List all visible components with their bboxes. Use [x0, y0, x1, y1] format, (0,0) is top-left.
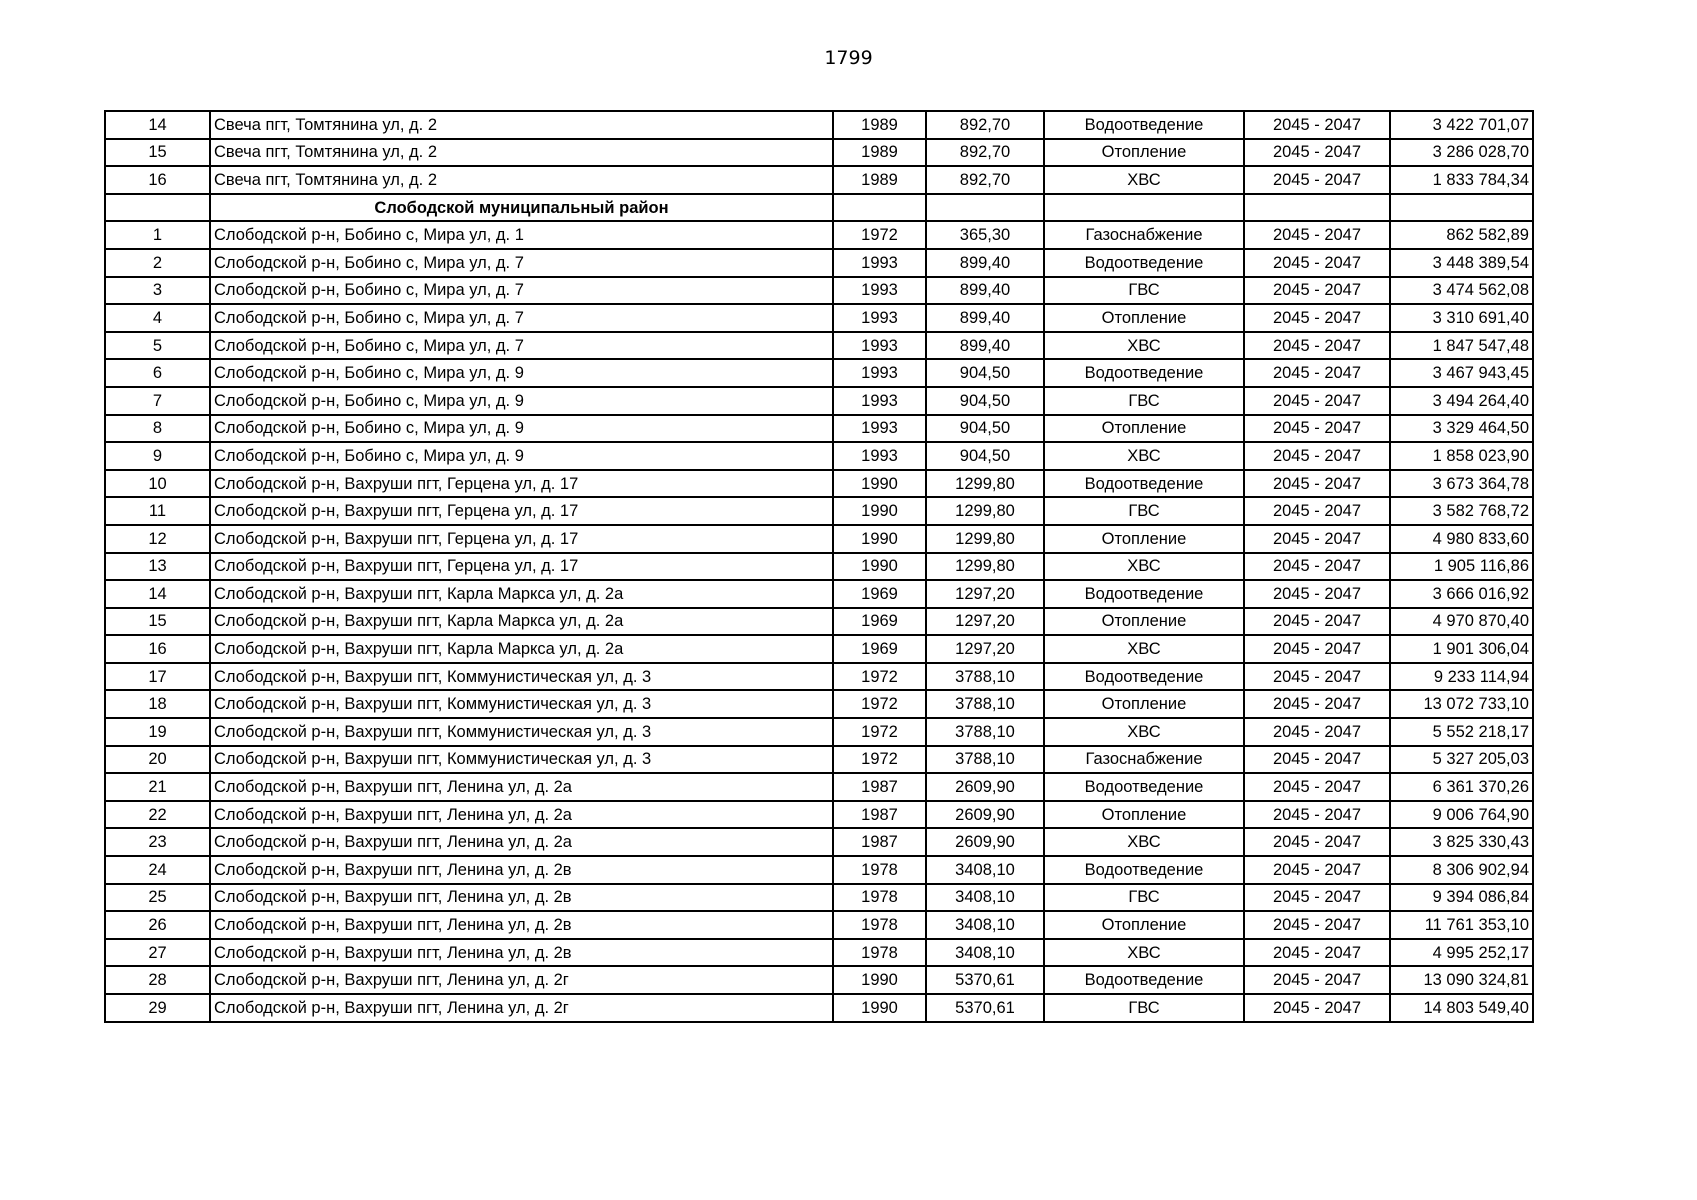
table-row — [105, 332, 1533, 360]
build-year-cell: 1969 — [833, 608, 926, 636]
period-cell: 2045 - 2047 — [1244, 553, 1390, 581]
work-type-cell — [1044, 194, 1244, 222]
work-type-cell: ХВС — [1044, 166, 1244, 194]
address-cell: Слободской р-н, Вахруши пгт, Ленина ул, д. 2в — [210, 884, 833, 912]
table-row — [105, 718, 1533, 746]
area-cell: 3788,10 — [926, 718, 1044, 746]
cost-cell: 3 666 016,92 — [1390, 580, 1533, 608]
build-year-cell: 1969 — [833, 580, 926, 608]
row-number-cell: 17 — [105, 663, 210, 691]
row-number-cell: 14 — [105, 580, 210, 608]
period-cell — [1244, 194, 1390, 222]
repair-schedule-table — [104, 110, 1534, 1023]
work-type-cell: Водоотведение — [1044, 663, 1244, 691]
period-cell: 2045 - 2047 — [1244, 111, 1390, 139]
build-year-cell: 1978 — [833, 884, 926, 912]
address-cell: Слободской р-н, Вахруши пгт, Ленина ул, д. 2а — [210, 801, 833, 829]
table-row — [105, 580, 1533, 608]
period-cell: 2045 - 2047 — [1244, 332, 1390, 360]
work-type-cell: Водоотведение — [1044, 249, 1244, 277]
cost-cell: 3 474 562,08 — [1390, 277, 1533, 305]
table-row — [105, 884, 1533, 912]
build-year-cell: 1990 — [833, 525, 926, 553]
address-cell: Слободской р-н, Вахруши пгт, Коммунистическая ул, д. 3 — [210, 690, 833, 718]
address-cell: Слободской р-н, Вахруши пгт, Герцена ул, д. 17 — [210, 525, 833, 553]
period-cell: 2045 - 2047 — [1244, 828, 1390, 856]
period-cell: 2045 - 2047 — [1244, 415, 1390, 443]
work-type-cell: Отопление — [1044, 608, 1244, 636]
area-cell: 899,40 — [926, 277, 1044, 305]
cost-cell: 9 394 086,84 — [1390, 884, 1533, 912]
period-cell: 2045 - 2047 — [1244, 690, 1390, 718]
period-cell: 2045 - 2047 — [1244, 718, 1390, 746]
cost-cell: 13 090 324,81 — [1390, 966, 1533, 994]
row-number-cell: 12 — [105, 525, 210, 553]
period-cell: 2045 - 2047 — [1244, 139, 1390, 167]
period-cell: 2045 - 2047 — [1244, 387, 1390, 415]
period-cell: 2045 - 2047 — [1244, 856, 1390, 884]
area-cell: 899,40 — [926, 249, 1044, 277]
area-cell: 1297,20 — [926, 580, 1044, 608]
work-type-cell: ХВС — [1044, 442, 1244, 470]
row-number-cell: 15 — [105, 608, 210, 636]
table-row — [105, 911, 1533, 939]
period-cell: 2045 - 2047 — [1244, 994, 1390, 1022]
address-cell: Слободской р-н, Бобино с, Мира ул, д. 7 — [210, 304, 833, 332]
table-row — [105, 277, 1533, 305]
row-number-cell: 7 — [105, 387, 210, 415]
cost-cell: 13 072 733,10 — [1390, 690, 1533, 718]
address-cell: Свеча пгт, Томтянина ул, д. 2 — [210, 166, 833, 194]
build-year-cell: 1993 — [833, 387, 926, 415]
build-year-cell — [833, 194, 926, 222]
row-number-cell: 11 — [105, 497, 210, 525]
address-cell: Слободской р-н, Вахруши пгт, Ленина ул, д. 2а — [210, 773, 833, 801]
work-type-cell: Отопление — [1044, 801, 1244, 829]
address-cell: Слободской р-н, Вахруши пгт, Герцена ул, д. 17 — [210, 497, 833, 525]
area-cell: 904,50 — [926, 442, 1044, 470]
area-cell: 5370,61 — [926, 994, 1044, 1022]
build-year-cell: 1990 — [833, 966, 926, 994]
area-cell: 365,30 — [926, 221, 1044, 249]
area-cell: 3408,10 — [926, 884, 1044, 912]
period-cell: 2045 - 2047 — [1244, 497, 1390, 525]
area-cell: 5370,61 — [926, 966, 1044, 994]
period-cell: 2045 - 2047 — [1244, 911, 1390, 939]
build-year-cell: 1969 — [833, 635, 926, 663]
row-number-cell: 9 — [105, 442, 210, 470]
work-type-cell: Отопление — [1044, 690, 1244, 718]
row-number-cell: 27 — [105, 939, 210, 967]
work-type-cell: ХВС — [1044, 332, 1244, 360]
area-cell: 899,40 — [926, 304, 1044, 332]
period-cell: 2045 - 2047 — [1244, 580, 1390, 608]
table-row — [105, 553, 1533, 581]
area-cell: 3788,10 — [926, 690, 1044, 718]
work-type-cell: Газоснабжение — [1044, 221, 1244, 249]
cost-cell: 11 761 353,10 — [1390, 911, 1533, 939]
build-year-cell: 1978 — [833, 939, 926, 967]
area-cell: 892,70 — [926, 166, 1044, 194]
cost-cell: 1 905 116,86 — [1390, 553, 1533, 581]
area-cell: 3788,10 — [926, 663, 1044, 691]
area-cell: 1299,80 — [926, 553, 1044, 581]
area-cell: 3408,10 — [926, 939, 1044, 967]
table-row — [105, 994, 1533, 1022]
table-row — [105, 773, 1533, 801]
cost-cell: 3 467 943,45 — [1390, 359, 1533, 387]
work-type-cell: Водоотведение — [1044, 111, 1244, 139]
period-cell: 2045 - 2047 — [1244, 304, 1390, 332]
area-cell: 3408,10 — [926, 856, 1044, 884]
period-cell: 2045 - 2047 — [1244, 801, 1390, 829]
cost-cell: 862 582,89 — [1390, 221, 1533, 249]
period-cell: 2045 - 2047 — [1244, 939, 1390, 967]
table-row — [105, 359, 1533, 387]
table-row — [105, 166, 1533, 194]
table-row — [105, 828, 1533, 856]
build-year-cell: 1993 — [833, 442, 926, 470]
build-year-cell: 1987 — [833, 773, 926, 801]
address-cell: Слободской р-н, Бобино с, Мира ул, д. 7 — [210, 249, 833, 277]
work-type-cell: ХВС — [1044, 553, 1244, 581]
period-cell: 2045 - 2047 — [1244, 249, 1390, 277]
address-cell: Слободской р-н, Вахруши пгт, Герцена ул, д. 17 — [210, 470, 833, 498]
area-cell: 1299,80 — [926, 525, 1044, 553]
address-cell: Слободской р-н, Вахруши пгт, Коммунистическая ул, д. 3 — [210, 663, 833, 691]
work-type-cell: ХВС — [1044, 718, 1244, 746]
row-number-cell: 26 — [105, 911, 210, 939]
cost-cell: 9 006 764,90 — [1390, 801, 1533, 829]
table-row — [105, 608, 1533, 636]
row-number-cell: 10 — [105, 470, 210, 498]
build-year-cell: 1972 — [833, 221, 926, 249]
address-cell: Свеча пгт, Томтянина ул, д. 2 — [210, 139, 833, 167]
area-cell: 2609,90 — [926, 828, 1044, 856]
area-cell: 1299,80 — [926, 470, 1044, 498]
cost-cell: 3 422 701,07 — [1390, 111, 1533, 139]
work-type-cell: Водоотведение — [1044, 359, 1244, 387]
period-cell: 2045 - 2047 — [1244, 773, 1390, 801]
build-year-cell: 1972 — [833, 746, 926, 774]
cost-cell: 9 233 114,94 — [1390, 663, 1533, 691]
row-number-cell: 23 — [105, 828, 210, 856]
work-type-cell: ГВС — [1044, 994, 1244, 1022]
work-type-cell: Отопление — [1044, 139, 1244, 167]
cost-cell: 3 582 768,72 — [1390, 497, 1533, 525]
area-cell: 1297,20 — [926, 635, 1044, 663]
cost-cell: 3 310 691,40 — [1390, 304, 1533, 332]
row-number-cell: 1 — [105, 221, 210, 249]
cost-cell: 3 825 330,43 — [1390, 828, 1533, 856]
address-cell: Слободской р-н, Вахруши пгт, Ленина ул, д. 2в — [210, 939, 833, 967]
table-row — [105, 966, 1533, 994]
table-row — [105, 746, 1533, 774]
address-cell: Слободской р-н, Бобино с, Мира ул, д. 9 — [210, 442, 833, 470]
build-year-cell: 1978 — [833, 911, 926, 939]
address-cell: Слободской р-н, Вахруши пгт, Ленина ул, д. 2г — [210, 966, 833, 994]
row-number-cell: 28 — [105, 966, 210, 994]
work-type-cell: Газоснабжение — [1044, 746, 1244, 774]
area-cell — [926, 194, 1044, 222]
build-year-cell: 1987 — [833, 801, 926, 829]
build-year-cell: 1990 — [833, 994, 926, 1022]
build-year-cell: 1993 — [833, 359, 926, 387]
work-type-cell: ХВС — [1044, 828, 1244, 856]
build-year-cell: 1990 — [833, 470, 926, 498]
cost-cell: 1 858 023,90 — [1390, 442, 1533, 470]
work-type-cell: Отопление — [1044, 304, 1244, 332]
table-row — [105, 635, 1533, 663]
cost-cell: 3 329 464,50 — [1390, 415, 1533, 443]
row-number-cell: 22 — [105, 801, 210, 829]
table-row — [105, 497, 1533, 525]
work-type-cell: Водоотведение — [1044, 580, 1244, 608]
work-type-cell: ГВС — [1044, 497, 1244, 525]
row-number-cell: 2 — [105, 249, 210, 277]
work-type-cell: Водоотведение — [1044, 470, 1244, 498]
row-number-cell: 4 — [105, 304, 210, 332]
table-row — [105, 442, 1533, 470]
address-cell: Слободской р-н, Вахруши пгт, Ленина ул, д. 2г — [210, 994, 833, 1022]
build-year-cell: 1989 — [833, 111, 926, 139]
period-cell: 2045 - 2047 — [1244, 277, 1390, 305]
build-year-cell: 1972 — [833, 718, 926, 746]
address-cell: Слободской р-н, Вахруши пгт, Ленина ул, д. 2в — [210, 856, 833, 884]
build-year-cell: 1989 — [833, 139, 926, 167]
table-row — [105, 690, 1533, 718]
address-cell: Слободской р-н, Бобино с, Мира ул, д. 9 — [210, 359, 833, 387]
address-cell: Слободской р-н, Вахруши пгт, Карла Маркса ул, д. 2а — [210, 635, 833, 663]
cost-cell: 4 980 833,60 — [1390, 525, 1533, 553]
period-cell: 2045 - 2047 — [1244, 884, 1390, 912]
table-row — [105, 387, 1533, 415]
cost-cell: 3 448 389,54 — [1390, 249, 1533, 277]
period-cell: 2045 - 2047 — [1244, 442, 1390, 470]
period-cell: 2045 - 2047 — [1244, 525, 1390, 553]
cost-cell: 3 494 264,40 — [1390, 387, 1533, 415]
row-number-cell: 16 — [105, 635, 210, 663]
cost-cell: 6 361 370,26 — [1390, 773, 1533, 801]
cost-cell: 1 833 784,34 — [1390, 166, 1533, 194]
address-cell: Слободской р-н, Вахруши пгт, Карла Маркса ул, д. 2а — [210, 580, 833, 608]
address-cell: Свеча пгт, Томтянина ул, д. 2 — [210, 111, 833, 139]
area-cell: 3788,10 — [926, 746, 1044, 774]
section-title: Слободской муниципальный район — [210, 194, 833, 222]
cost-cell — [1390, 194, 1533, 222]
build-year-cell: 1987 — [833, 828, 926, 856]
period-cell: 2045 - 2047 — [1244, 470, 1390, 498]
area-cell: 904,50 — [926, 387, 1044, 415]
build-year-cell: 1990 — [833, 497, 926, 525]
address-cell: Слободской р-н, Вахруши пгт, Герцена ул, д. 17 — [210, 553, 833, 581]
table-row — [105, 939, 1533, 967]
row-number-cell: 15 — [105, 139, 210, 167]
area-cell: 1299,80 — [926, 497, 1044, 525]
address-cell: Слободской р-н, Бобино с, Мира ул, д. 9 — [210, 387, 833, 415]
build-year-cell: 1989 — [833, 166, 926, 194]
row-number-cell: 21 — [105, 773, 210, 801]
address-cell: Слободской р-н, Бобино с, Мира ул, д. 1 — [210, 221, 833, 249]
build-year-cell: 1993 — [833, 332, 926, 360]
area-cell: 904,50 — [926, 415, 1044, 443]
row-number-cell — [105, 194, 210, 222]
cost-cell: 3 673 364,78 — [1390, 470, 1533, 498]
cost-cell: 1 847 547,48 — [1390, 332, 1533, 360]
period-cell: 2045 - 2047 — [1244, 635, 1390, 663]
table-row — [105, 663, 1533, 691]
period-cell: 2045 - 2047 — [1244, 608, 1390, 636]
table-row — [105, 470, 1533, 498]
area-cell: 892,70 — [926, 111, 1044, 139]
table-body — [105, 111, 1533, 1022]
table-row — [105, 139, 1533, 167]
cost-cell: 4 995 252,17 — [1390, 939, 1533, 967]
row-number-cell: 16 — [105, 166, 210, 194]
cost-cell: 14 803 549,40 — [1390, 994, 1533, 1022]
cost-cell: 1 901 306,04 — [1390, 635, 1533, 663]
cost-cell: 5 327 205,03 — [1390, 746, 1533, 774]
cost-cell: 3 286 028,70 — [1390, 139, 1533, 167]
cost-cell: 5 552 218,17 — [1390, 718, 1533, 746]
row-number-cell: 25 — [105, 884, 210, 912]
work-type-cell: Отопление — [1044, 415, 1244, 443]
build-year-cell: 1972 — [833, 690, 926, 718]
area-cell: 1297,20 — [926, 608, 1044, 636]
period-cell: 2045 - 2047 — [1244, 966, 1390, 994]
row-number-cell: 18 — [105, 690, 210, 718]
work-type-cell: Водоотведение — [1044, 966, 1244, 994]
work-type-cell: ГВС — [1044, 277, 1244, 305]
table-row — [105, 415, 1533, 443]
row-number-cell: 14 — [105, 111, 210, 139]
period-cell: 2045 - 2047 — [1244, 663, 1390, 691]
area-cell: 904,50 — [926, 359, 1044, 387]
address-cell: Слободской р-н, Вахруши пгт, Коммунистическая ул, д. 3 — [210, 746, 833, 774]
period-cell: 2045 - 2047 — [1244, 166, 1390, 194]
build-year-cell: 1993 — [833, 249, 926, 277]
table-row — [105, 801, 1533, 829]
address-cell: Слободской р-н, Вахруши пгт, Ленина ул, д. 2а — [210, 828, 833, 856]
work-type-cell: Водоотведение — [1044, 773, 1244, 801]
table-row — [105, 304, 1533, 332]
build-year-cell: 1978 — [833, 856, 926, 884]
table-row — [105, 249, 1533, 277]
row-number-cell: 24 — [105, 856, 210, 884]
row-number-cell: 29 — [105, 994, 210, 1022]
build-year-cell: 1993 — [833, 304, 926, 332]
row-number-cell: 19 — [105, 718, 210, 746]
build-year-cell: 1990 — [833, 553, 926, 581]
page-number: 1799 — [824, 47, 873, 69]
area-cell: 2609,90 — [926, 801, 1044, 829]
table-row — [105, 221, 1533, 249]
row-number-cell: 3 — [105, 277, 210, 305]
cost-cell: 8 306 902,94 — [1390, 856, 1533, 884]
work-type-cell: Отопление — [1044, 911, 1244, 939]
address-cell: Слободской р-н, Вахруши пгт, Ленина ул, д. 2в — [210, 911, 833, 939]
period-cell: 2045 - 2047 — [1244, 359, 1390, 387]
work-type-cell: ХВС — [1044, 939, 1244, 967]
area-cell: 3408,10 — [926, 911, 1044, 939]
section-header-row — [105, 194, 1533, 222]
build-year-cell: 1972 — [833, 663, 926, 691]
row-number-cell: 20 — [105, 746, 210, 774]
row-number-cell: 13 — [105, 553, 210, 581]
work-type-cell: Водоотведение — [1044, 856, 1244, 884]
row-number-cell: 8 — [105, 415, 210, 443]
address-cell: Слободской р-н, Бобино с, Мира ул, д. 9 — [210, 415, 833, 443]
build-year-cell: 1993 — [833, 415, 926, 443]
work-type-cell: ХВС — [1044, 635, 1244, 663]
cost-cell: 4 970 870,40 — [1390, 608, 1533, 636]
address-cell: Слободской р-н, Вахруши пгт, Коммунистическая ул, д. 3 — [210, 718, 833, 746]
row-number-cell: 6 — [105, 359, 210, 387]
address-cell: Слободской р-н, Вахруши пгт, Карла Маркса ул, д. 2а — [210, 608, 833, 636]
address-cell: Слободской р-н, Бобино с, Мира ул, д. 7 — [210, 332, 833, 360]
address-cell: Слободской р-н, Бобино с, Мира ул, д. 7 — [210, 277, 833, 305]
area-cell: 2609,90 — [926, 773, 1044, 801]
area-cell: 899,40 — [926, 332, 1044, 360]
build-year-cell: 1993 — [833, 277, 926, 305]
table-row — [105, 856, 1533, 884]
work-type-cell: ГВС — [1044, 884, 1244, 912]
row-number-cell: 5 — [105, 332, 210, 360]
period-cell: 2045 - 2047 — [1244, 746, 1390, 774]
work-type-cell: Отопление — [1044, 525, 1244, 553]
period-cell: 2045 - 2047 — [1244, 221, 1390, 249]
area-cell: 892,70 — [926, 139, 1044, 167]
work-type-cell: ГВС — [1044, 387, 1244, 415]
table-row — [105, 111, 1533, 139]
table-row — [105, 525, 1533, 553]
